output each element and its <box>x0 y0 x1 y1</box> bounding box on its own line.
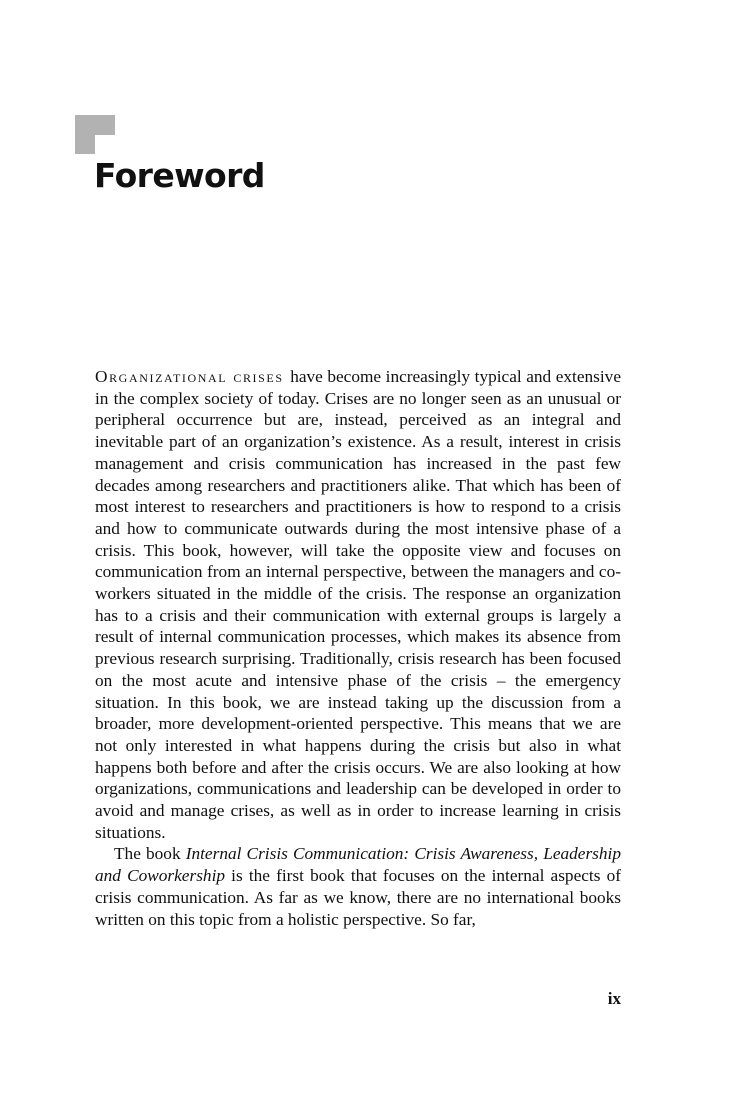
paragraph-lead-in: Organizational crises <box>95 367 284 386</box>
paragraph-1-text: have become increasingly typical and extensive in the complex society of today. Crises are no longer seen as an unusual or peripheral occurrence but are, instead, perceived as an integral and inevitable part of an organization’s existence. As a result, interest in crisis management and crisis communication has increased in the past few decades among researchers and practitioners alike. That which has been of most interest to researchers and practitioners is how to respond to a crisis and how to communicate outwards during the most intensive phase of a crisis. This book, however, will take the opposite view and focuses on communication from an internal perspective, between the managers and co-workers situated in the middle of the crisis. The response an organization has to a crisis and their communication with external groups is largely a result of internal communication processes, which makes its absence from previous research surprising. Traditionally, crisis research has been focused on the most acute and intensive phase of the crisis – the emergency situation. In this book, we are instead taking up the discussion from a broader, more development-oriented perspective. This means that we are not only interested in what happens during the crisis but also in what happens both before and after the crisis occurs. We are also looking at how organizations, communications and leadership can be developed in order to avoid and manage crises, as well as in order to increase learning in crisis situations. <box>95 367 621 842</box>
paragraph-1 <box>95 366 621 843</box>
paragraph-2 <box>95 843 621 930</box>
paragraph-2-text-before: The book <box>114 844 186 864</box>
body-text <box>95 366 621 930</box>
chapter-title: Foreword <box>94 156 265 195</box>
chapter-corner-mark-notch <box>95 135 115 154</box>
page-number: ix <box>607 989 621 1008</box>
book-title: Internal Crisis Communication: Crisis Awareness, Leadership and Coworkership <box>95 844 621 886</box>
paragraph-2-text-after: is the first book that focuses on the internal aspects of crisis communication. As far as we know, there are no international books written on this topic from a holistic perspective. So far, <box>95 866 621 929</box>
